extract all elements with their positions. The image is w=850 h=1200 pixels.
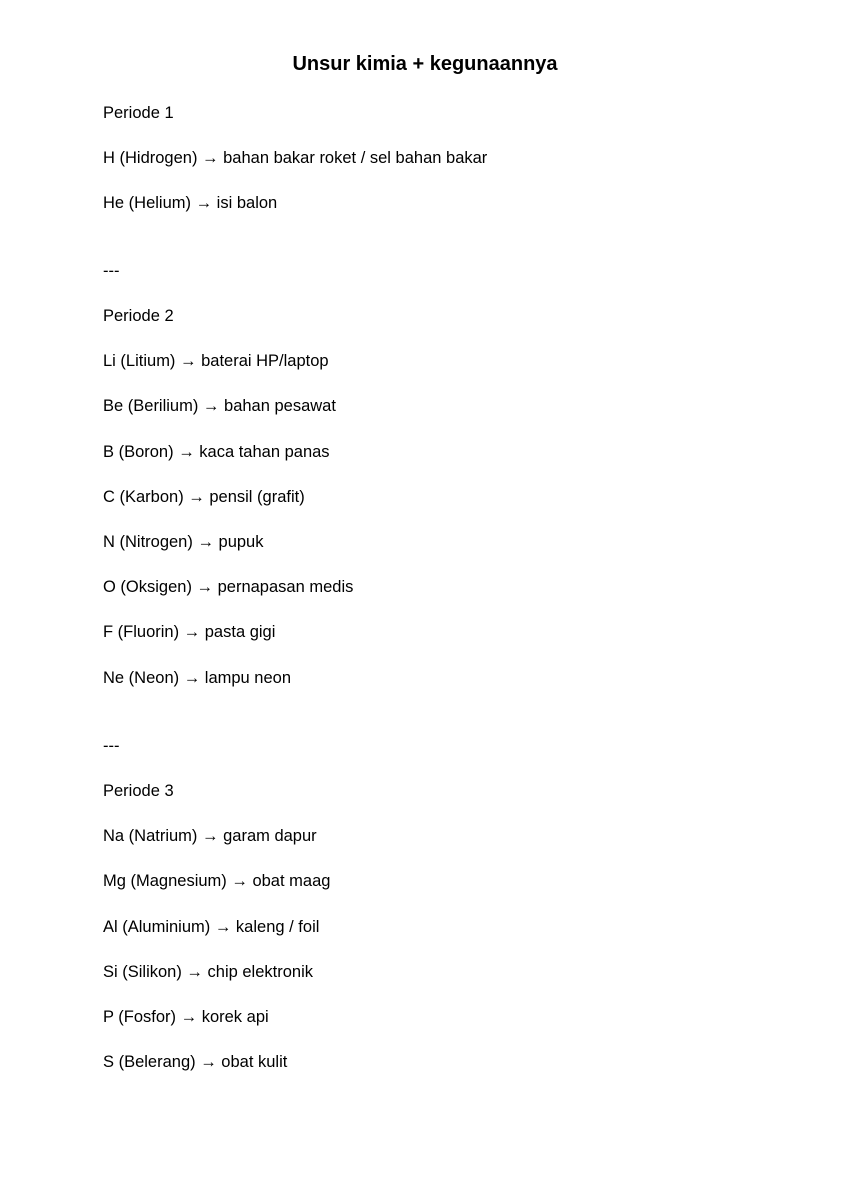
element-line-magnesium: Mg (Magnesium) → obat maag bbox=[103, 872, 331, 890]
element-line-nitrogen: N (Nitrogen) → pupuk bbox=[103, 533, 264, 551]
element-line-fosfor: P (Fosfor) → korek api bbox=[103, 1008, 269, 1026]
element-line-belerang: S (Belerang) → obat kulit bbox=[103, 1053, 288, 1071]
element-line-hidrogen: H (Hidrogen) → bahan bakar roket / sel bahan bakar bbox=[103, 149, 488, 167]
element-line-boron: B (Boron) → kaca tahan panas bbox=[103, 443, 330, 461]
element-line-helium: He (Helium) → isi balon bbox=[103, 194, 278, 212]
element-line-aluminium: Al (Aluminium) → kaleng / foil bbox=[103, 918, 320, 936]
section-heading-periode-1: Periode 1 bbox=[103, 104, 174, 122]
section-heading-periode-3: Periode 3 bbox=[103, 782, 174, 800]
element-line-natrium: Na (Natrium) → garam dapur bbox=[103, 827, 317, 845]
document-title: Unsur kimia + kegunaannya bbox=[292, 53, 558, 75]
element-line-berilium: Be (Berilium) → bahan pesawat bbox=[103, 397, 336, 415]
element-line-neon: Ne (Neon) → lampu neon bbox=[103, 669, 292, 687]
element-line-litium: Li (Litium) → baterai HP/laptop bbox=[103, 352, 329, 370]
section-separator: --- bbox=[103, 737, 120, 755]
element-line-oksigen: O (Oksigen) → pernapasan medis bbox=[103, 578, 354, 596]
element-line-silikon: Si (Silikon) → chip elektronik bbox=[103, 963, 313, 981]
element-line-karbon: C (Karbon) → pensil (grafit) bbox=[103, 488, 305, 506]
section-separator: --- bbox=[103, 262, 120, 280]
element-line-fluorin: F (Fluorin) → pasta gigi bbox=[103, 623, 276, 641]
section-heading-periode-2: Periode 2 bbox=[103, 307, 174, 325]
